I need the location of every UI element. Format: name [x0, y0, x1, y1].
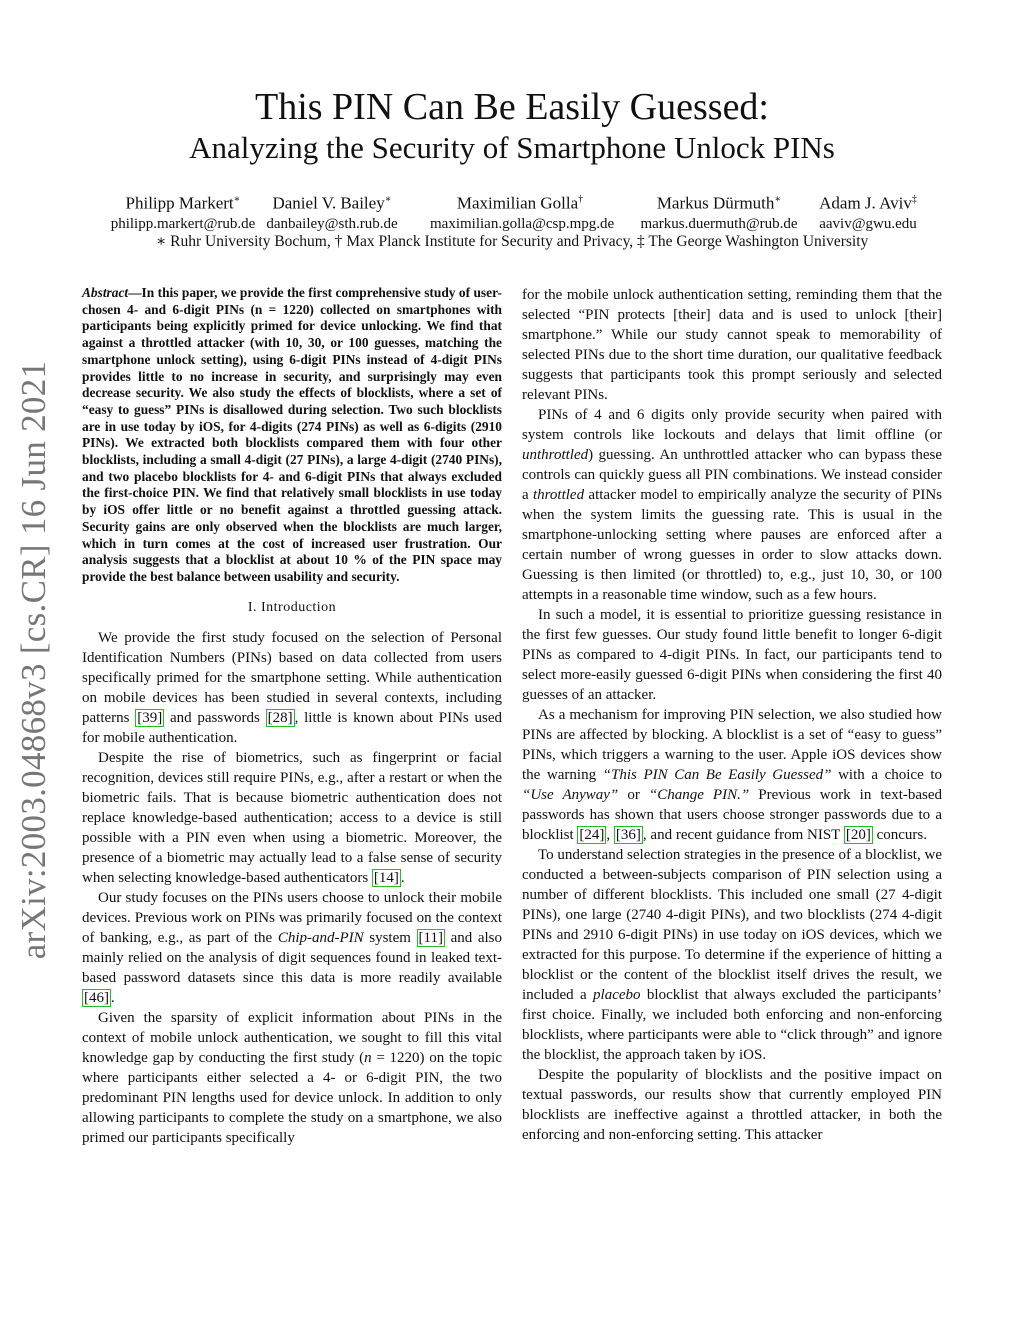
- paragraph: Despite the rise of biometrics, such as fingerprint or facial recognition, devices still require PINs, e.g., after a restart or when the biometric fails. That is because biometric authentication does not replace knowledge-based authentication; access to a device is still possible with a PIN even when using a biometric. Moreover, the presence of a biometric may actually lead to a false sense of security when selecting knowledge-based authenticators [14] .: [82, 749, 502, 886]
- right-column: [522, 285, 942, 1145]
- citation-link[interactable]: [28]: [267, 709, 293, 726]
- paper-subtitle: Analyzing the Security of Smartphone Unlock PINs: [189, 130, 835, 165]
- paragraph: In such a model, it is essential to prioritize guessing resistance in the first few guesses. Our study found little benefit to longer 6-digit PINs as compared to 4-digit PINs. In fact, our participants tend to select more-easily guessed 6-digit PINs when considering the first 40 guesses of an attacker.: [522, 607, 942, 703]
- abstract: Abstract—In this paper, we provide the first comprehensive study of user-chosen 4- and 6-digit PINs (n = 1220) collected on smartphones with participants being explicitly primed for device unlocking. We find that against a throttled attacker (with 10, 30, or 100 guesses, matching the smartphone unlock setting), using 6-digit PINs instead of 4-digit PINs provides little to no increase in security, and surprisingly may even decrease security. We also study the effects of blocklists, where a set of “easy to guess” PINs is disallowed during selection. Two such blocklists are in use today by iOS, for 4-digits (274 PINs) as well as 6-digits (2910 PINs). We extracted both blocklists compared them with four other blocklists, including a small 4-digit (27 PINs), a large 4-digit (2740 PINs), and two placebo blocklists for 4- and 6-digit PINs that always excluded the first-choice PIN. We find that relatively small blocklists in use today by iOS offer little or no benefit against a throttled guessing attack. Security gains are only observed when the blocklists are much larger, which in turn comes at the cost of increased user frustration. Our analysis suggests that a blocklist at about 10 % of the PIN space may provide the best balance between usability and security.: [82, 285, 502, 584]
- citation-link[interactable]: [39]: [137, 709, 163, 726]
- author: Maximilian Golla† maximilian.golla@csp.mpg.de: [430, 193, 615, 232]
- paragraph: for the mobile unlock authentication setting, reminding them that the selected “PIN protects [their] data and is used to unlock [their] smartphone.” While our study cannot speak to memorability of selected PINs due to the short time duration, our qualitative feedback suggests that participants took this prompt seriously and selected relevant PINs.: [522, 287, 942, 403]
- paragraph: As a mechanism for improving PIN selection, we also studied how PINs are affected by blocking. A blocklist is a set of “easy to guess” PINs, which triggers a warning to the user. Apple iOS devices show the warning “This PIN Can Be Easily Guessed” with a choice to “Use Anyway” or “Change PIN.” Previous work in text-based passwords has shown that users choose stronger passwords due to a blocklist [24] , [36] , and recent guidance from NIST [20] concurs.: [522, 707, 943, 843]
- author-email: markus.duermuth@rub.de: [640, 215, 798, 232]
- author: Markus Dürmuth∗ markus.duermuth@rub.de: [629, 190, 809, 234]
- arxiv-sidebar: [4, 360, 64, 960]
- left-column: [82, 285, 502, 1148]
- author: Adam J. Aviv‡ aaviv@gwu.edu: [778, 190, 958, 234]
- paragraph: We provide the first study focused on the selection of Personal Identification Numbers (PINs) based on data collected from users specifically primed for the smartphone setting. While authentication on mobile devices has been studied in several contexts, including patterns [39] and passwords [28] , little is known about PINs used for mobile authentication.: [82, 629, 502, 746]
- section-heading: I. Introduction: [247, 599, 337, 615]
- citation-link[interactable]: [36]: [615, 827, 641, 843]
- arxiv-identifier: arXiv:2003.04868v3 [cs.CR] 16 Jun 2021: [14, 360, 53, 960]
- affiliations: ∗ Ruhr University Bochum, † Max Planck Institute for Security and Privacy, ‡ The George Washington University: [155, 233, 869, 250]
- author-email: danbailey@sth.rub.de: [266, 215, 398, 232]
- citation-link[interactable]: [46]: [84, 989, 109, 1006]
- paragraph: Given the sparsity of explicit information about PINs in the context of mobile unlock authentication, we sought to fill this vital knowledge gap by conducting the first study (n = 1220) on the topic where participants either selected a 4- or 6-digit PIN, the two predominant PIN lengths used for device unlock. In addition to only allowing participants to complete the study on a smartphone, we also primed our participants specifically: [82, 1009, 502, 1146]
- paragraph: PINs of 4 and 6 digits only provide security when paired with system controls like lockouts and delays that limit offline (or unthrottled) guessing. An unthrottled attacker who can bypass these controls can quickly guess all PIN combinations. We instead consider a throttled attacker model to empirically analyze the security of PINs when the system limits the guessing rate. This is usual in the smartphone-unlocking setting where pauses are enforced after a certain number of wrong guesses in order to slow attacks down. Guessing is then limited (or throttled) to, e.g., just 10, 30, or 100 attempts in a reasonable time window, such as a few hours.: [522, 407, 942, 603]
- citation-link[interactable]: [20]: [845, 827, 871, 843]
- paper-title: This PIN Can Be Easily Guessed:: [254, 86, 769, 128]
- paragraph: Our study focuses on the PINs users choose to unlock their mobile devices. Previous work on PINs was primarily focused on the context of banking, e.g., as part of the Chip-and-PIN system [11] and also mainly relied on the analysis of digit sequences found in leaked text-based password datasets since this data is more readily available [46] .: [82, 889, 502, 1006]
- author-email: aaviv@gwu.edu: [819, 215, 917, 232]
- citation-link[interactable]: [14]: [373, 869, 399, 886]
- author: Philipp Markert∗ philipp.markert@rub.de: [93, 190, 273, 234]
- citation-link[interactable]: [11]: [418, 929, 443, 946]
- paragraph: To understand selection strategies in the presence of a blocklist, we conducted a between-subjects comparison of PIN selection using a number of different blocklists. This included one small (27 4-digit PINs), one large (2740 4-digit PINs), and two blocklists (274 4-digit PINs and 2910 6-digit PINs) in use today on iOS devices, which we extracted for this purpose. To determine if the experience of hitting a blocklist or the content of the blocklist itself drives the result, we included a placebo blocklist that always excluded the participants’ first choice. Finally, we included both enforcing and non-enforcing blocklists, where participants were able to “click through” and ignore the blocklist, the approach taken by iOS.: [522, 847, 942, 1063]
- author-email: philipp.markert@rub.de: [110, 215, 256, 232]
- author: Daniel V. Bailey∗ danbailey@sth.rub.de: [242, 190, 422, 234]
- author-email: maximilian.golla@csp.mpg.de: [430, 215, 615, 232]
- paragraph: Despite the popularity of blocklists and the positive impact on textual passwords, our results show that currently employed PIN blocklists are ineffective against a throttled attacker, in both the enforcing and non-enforcing setting. This attacker: [522, 1067, 942, 1143]
- citation-link[interactable]: [24]: [579, 827, 605, 843]
